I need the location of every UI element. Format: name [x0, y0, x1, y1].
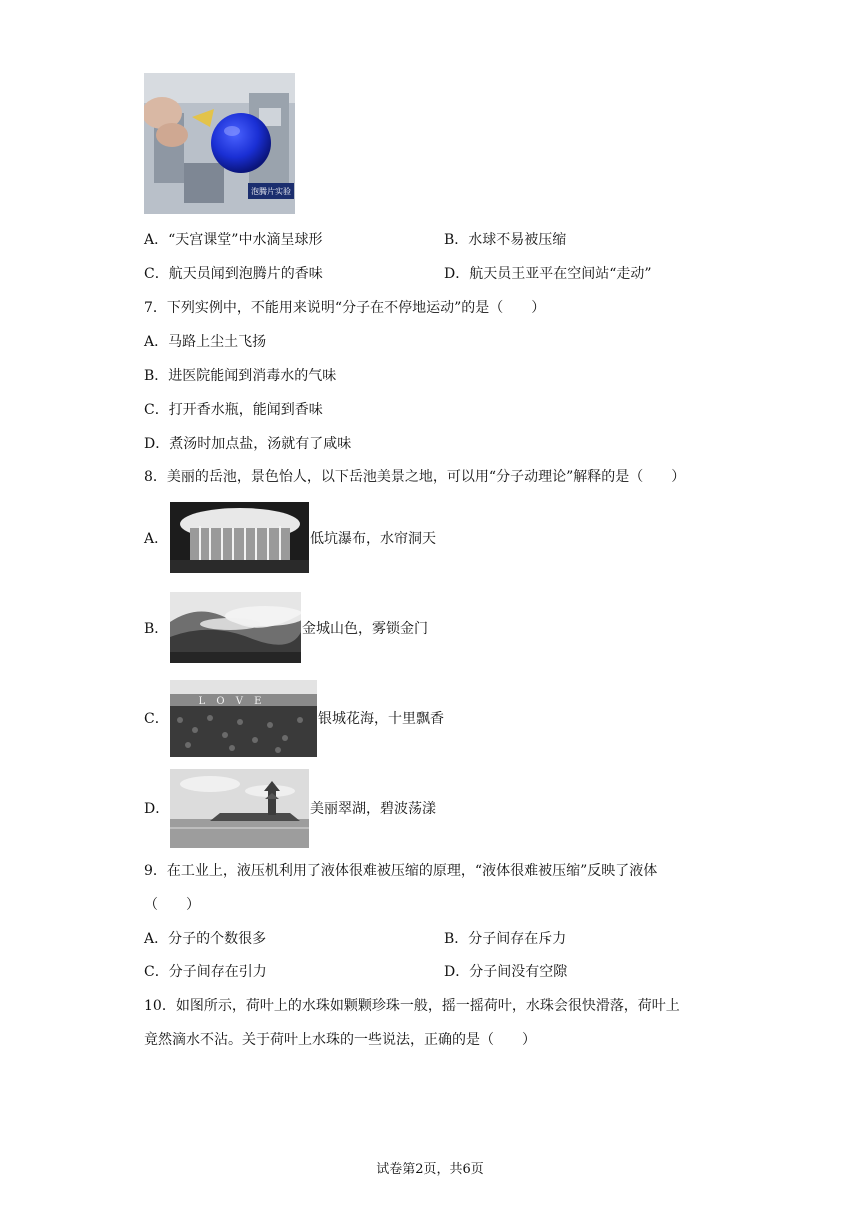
q8-option-c-letter[interactable]: C．: [144, 711, 169, 727]
q7-option-c[interactable]: C．打开香水瓶，能闻到香味: [144, 402, 323, 418]
q8-option-c-text: 银城花海，十里飘香: [318, 711, 444, 727]
q7-stem: 7．下列实例中，不能用来说明“分子在不停地运动”的是（ ）: [144, 300, 546, 316]
space-station-photo: [144, 73, 295, 214]
q9-option-d[interactable]: D．分子间没有空隙: [444, 964, 568, 980]
waterfall-cave-image: [170, 502, 309, 573]
q6-option-a[interactable]: A．“天宫课堂”中水滴呈球形: [144, 232, 323, 248]
q8-option-d-text: 美丽翠湖，碧波荡漾: [310, 801, 436, 817]
q9-option-c[interactable]: C．分子间存在引力: [144, 964, 267, 980]
lake-pagoda-image: [170, 769, 309, 848]
q7-option-b[interactable]: B．进医院能闻到消毒水的气味: [144, 368, 337, 384]
q10-stem-line2: 竟然滴水不沾。关于荷叶上水珠的一些说法，正确的是（ ）: [144, 1032, 536, 1048]
q6-option-d[interactable]: D．航天员王亚平在空间站“走动”: [444, 266, 652, 282]
q9-option-a[interactable]: A．分子的个数很多: [144, 931, 267, 947]
q8-option-a-text: 低坑瀑布，水帘洞天: [310, 531, 436, 547]
q6-option-b[interactable]: B．水球不易被压缩: [444, 232, 567, 248]
q7-option-a[interactable]: A．马路上尘土飞扬: [144, 334, 267, 350]
q8-option-d-letter[interactable]: D．: [144, 801, 170, 817]
love-sign-text: L O V E: [198, 696, 266, 707]
q9-option-b[interactable]: B．分子间存在斥力: [444, 931, 567, 947]
q10-stem-line1: 10．如图所示，荷叶上的水珠如颗颗珍珠一般，摇一摇荷叶，水珠会很快滑落，荷叶上: [144, 998, 680, 1014]
flower-sea-image: [170, 680, 317, 757]
q7-option-d[interactable]: D．煮汤时加点盐，汤就有了咸味: [144, 436, 352, 452]
q8-stem: 8．美丽的岳池，景色怡人，以下岳池美景之地，可以用“分子动理论”解释的是（ ）: [144, 469, 686, 485]
q9-stem-line1: 9．在工业上，液压机利用了液体很难被压缩的原理，“液体很难被压缩”反映了液体: [144, 863, 658, 879]
q9-stem-line2: （ ）: [144, 897, 200, 913]
photo-caption: 泡腾片实验: [251, 187, 291, 196]
q8-option-b-letter[interactable]: B．: [144, 621, 169, 637]
q8-option-b-text: 金城山色，雾锁金门: [302, 621, 428, 637]
q8-option-a-letter[interactable]: A．: [144, 531, 169, 547]
q6-option-c[interactable]: C．航天员闻到泡腾片的香味: [144, 266, 323, 282]
misty-mountain-image: [170, 592, 301, 663]
page-footer: 试卷第2页，共6页: [376, 1162, 484, 1177]
